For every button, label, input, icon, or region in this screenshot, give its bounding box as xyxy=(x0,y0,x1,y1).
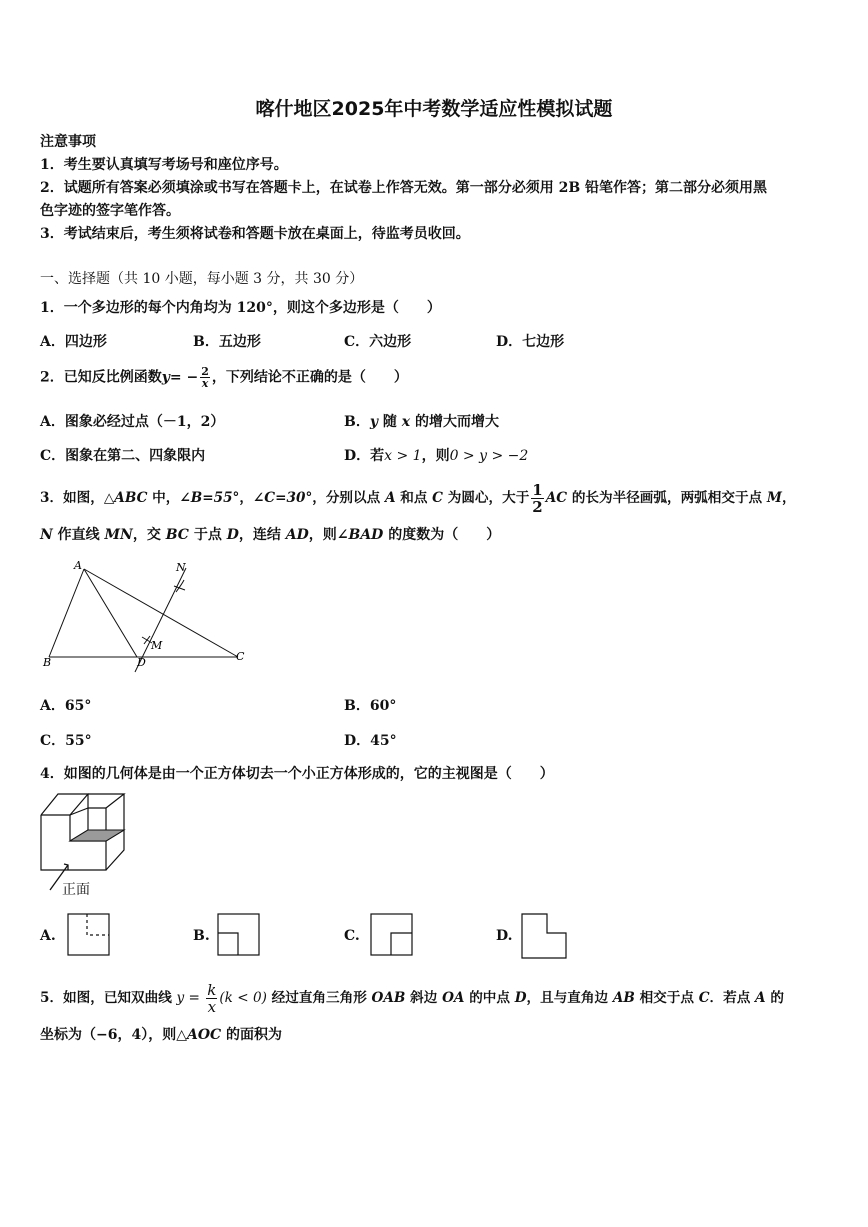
top-left-edge xyxy=(41,794,88,815)
q3-u10: ，则 xyxy=(308,527,337,543)
q2-stem xyxy=(40,366,408,389)
q2-fraction xyxy=(200,366,210,389)
q3-u4: ，交 xyxy=(132,527,166,543)
q3-frac-den: 2 xyxy=(532,498,543,516)
q2-func-y: y xyxy=(161,369,170,386)
label-d: D xyxy=(137,656,146,669)
q2-option-b[interactable] xyxy=(344,411,499,431)
q5-t5: 经过直角三角形 xyxy=(266,990,372,1006)
q3-triangle-figure xyxy=(38,556,253,674)
q2-frac-num: 2 xyxy=(201,365,209,378)
q4-option-a-figure[interactable] xyxy=(67,913,111,957)
q5-t15: ．若点 xyxy=(709,990,756,1006)
q3-u6: 于点 xyxy=(188,527,227,543)
q3-t10: C xyxy=(432,490,443,506)
q5-stem-line1 xyxy=(40,982,784,1015)
top-right-edge xyxy=(88,794,124,808)
q4-option-c-figure[interactable] xyxy=(370,913,414,957)
q4-option-b-figure[interactable] xyxy=(217,913,261,957)
q4-option-d-figure[interactable] xyxy=(521,913,567,959)
q5-t10: D xyxy=(514,990,527,1006)
q4-option-d[interactable]: D. xyxy=(496,928,513,944)
q5-t8: OA xyxy=(442,990,465,1006)
q3-u3: MN xyxy=(104,527,133,543)
note-item-2: 2．试题所有答案必须填涂或书写在答题卡上，在试卷上作答无效。第一部分必须用 2B 铅笔作答；第二部分必须用黑 xyxy=(40,180,768,196)
q3-stem-line1 xyxy=(40,482,796,515)
note-item-1: 1．考生要认真填写考场号和座位序号。 xyxy=(40,157,288,173)
label-a: A xyxy=(74,559,82,572)
label-b: B xyxy=(43,656,52,669)
q2-stem-post: ，下列结论不正确的是（ ） xyxy=(211,369,408,386)
q3-t11: 为圆心，大于 xyxy=(443,490,530,506)
q3-t3: 中， xyxy=(147,490,180,506)
q5-t11: ，且与直角边 xyxy=(526,990,613,1006)
q3-frac-num: 1 xyxy=(532,481,543,499)
q3-t15: ， xyxy=(781,490,796,506)
q1-stem: 1．一个多边形的每个内角均为 120°，则这个多边形是（ ） xyxy=(40,300,441,316)
q2-option-a[interactable]: A．图象必经过点（－1，2） xyxy=(40,414,225,430)
q3-option-c[interactable]: C．55° xyxy=(40,733,92,749)
q5-t2: y xyxy=(176,990,185,1006)
q3-u7: D xyxy=(226,527,239,543)
q2-option-c[interactable]: C．图象在第二、四象限内 xyxy=(40,448,206,464)
q5-t6: OAB xyxy=(371,990,406,1006)
q2-stem-pre: 2．已知反比例函数 xyxy=(40,369,162,386)
q3-t7: ，分别以点 xyxy=(312,490,385,506)
q3-t13: 的长为半径画弧，两弧相交于点 xyxy=(567,490,767,506)
q1-option-a[interactable]: A．四边形 xyxy=(40,334,107,350)
q3-t1: 3．如图， xyxy=(40,490,104,506)
q3-t2: △ABC xyxy=(103,490,148,506)
q1-option-b[interactable]: B．五边形 xyxy=(193,334,261,350)
front-view-label: 正面 xyxy=(62,882,90,898)
q3-t9: 和点 xyxy=(395,490,433,506)
q3-u8: ，连结 xyxy=(238,527,286,543)
q3-t5: ， xyxy=(239,490,253,506)
q2-option-d[interactable] xyxy=(344,445,528,465)
q5-t17: 的 xyxy=(765,990,784,1006)
q5-fraction xyxy=(206,982,217,1015)
q3-t8: A xyxy=(384,490,396,506)
q3-u11: ∠BAD xyxy=(336,527,384,543)
q2-optd-res: 0 > y > −2 xyxy=(449,448,529,464)
section-heading: 一、选择题（共 10 小题，每小题 3 分，共 30 分） xyxy=(40,271,364,287)
q3-fraction xyxy=(531,482,543,515)
notch-back-edge xyxy=(88,794,106,808)
q2-optd-mid: ，则 xyxy=(421,448,450,464)
q5-frac-num: k xyxy=(207,981,217,999)
q3-t12: AC xyxy=(545,490,568,506)
q5-t1: 5．如图，已知双曲线 xyxy=(40,990,177,1006)
cut-floor-shade xyxy=(70,830,124,841)
q3-option-b[interactable]: B．60° xyxy=(344,698,397,714)
q5-t16: A xyxy=(755,990,766,1006)
q4-stem: 4．如图的几何体是由一个正方体切去一个小正方体形成的，它的主视图是（ ） xyxy=(40,766,554,782)
label-m: M xyxy=(151,639,163,652)
q3-u5: BC xyxy=(165,527,189,543)
label-c: C xyxy=(236,650,245,663)
note-item-3: 3．考试结束后，考生须将试卷和答题卡放在桌面上，待监考员收回。 xyxy=(40,226,470,242)
note-item-2-cont: 色字迹的签字笔作答。 xyxy=(40,203,180,219)
label-n: N xyxy=(176,561,186,574)
q3-t14: M xyxy=(766,490,782,506)
page-title: 喀什地区2025年中考数学适应性模拟试题 xyxy=(255,98,613,120)
q3-option-a[interactable]: A．65° xyxy=(40,698,92,714)
q3-t6: ∠C=30° xyxy=(252,490,313,506)
notes-heading: 注意事项 xyxy=(40,134,96,150)
q3-u1: N xyxy=(40,527,53,543)
q5-t13: 相交于点 xyxy=(634,990,699,1006)
q1-option-c[interactable]: C．六边形 xyxy=(344,334,412,350)
q3-t4: ∠B=55° xyxy=(179,490,240,506)
q5-u1: 坐标为（−6，4），则 xyxy=(40,1027,177,1043)
q5-t12: AB xyxy=(612,990,635,1006)
q3-u12: 的度数为（ ） xyxy=(383,527,501,543)
segment-ad xyxy=(84,569,137,657)
q5-t3: = xyxy=(184,990,205,1006)
q5-t9: 的中点 xyxy=(464,990,515,1006)
q4-option-a[interactable]: A. xyxy=(40,928,56,944)
q2-optb-mid: 随 xyxy=(377,414,402,430)
q2-frac-den: x xyxy=(201,377,209,390)
q2-optd-pre: D．若 xyxy=(344,448,385,464)
q3-stem-line2 xyxy=(40,524,500,544)
q1-option-d[interactable]: D．七边形 xyxy=(496,334,565,350)
q2-optb-var2: x xyxy=(401,414,411,430)
q5-t14: C xyxy=(698,990,710,1006)
side-ab xyxy=(49,569,84,657)
q5-t7: 斜边 xyxy=(405,990,443,1006)
q3-u9: AD xyxy=(285,527,309,543)
q5-stem-line2 xyxy=(40,1024,282,1044)
q3-u2: 作直线 xyxy=(52,527,105,543)
q2-func-eq: = − xyxy=(169,369,199,386)
q5-frac-den: x xyxy=(207,998,217,1016)
q5-u3: 的面积为 xyxy=(221,1027,283,1043)
q3-option-d[interactable]: D．45° xyxy=(344,733,397,749)
q5-t4: (k < 0) xyxy=(219,990,267,1006)
q2-optb-var1: y xyxy=(369,414,378,430)
q4-option-c[interactable]: C. xyxy=(344,928,360,944)
q2-optb-post: 的增大而增大 xyxy=(410,414,499,430)
q5-u2: △AOC xyxy=(176,1027,222,1043)
q2-optb-pre: B． xyxy=(344,414,370,430)
q2-optd-cond: x > 1 xyxy=(384,448,422,464)
front-face-edge xyxy=(41,815,106,870)
q4-option-b[interactable]: B. xyxy=(193,928,210,944)
